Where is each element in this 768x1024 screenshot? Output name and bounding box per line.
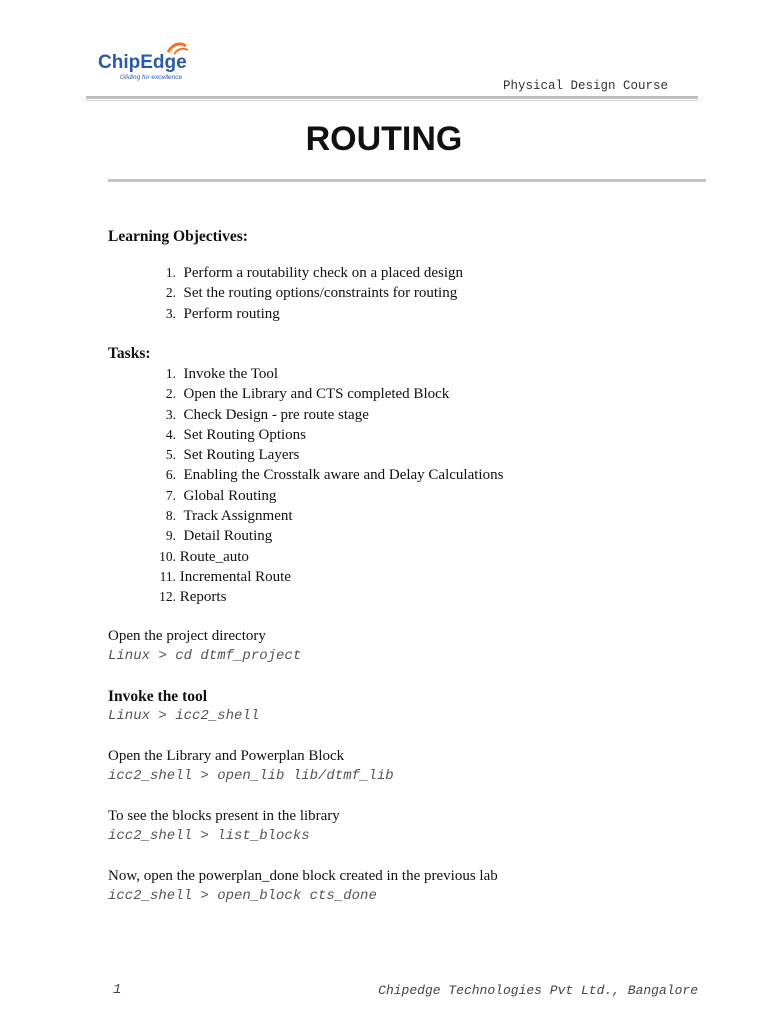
item-number: 9. bbox=[165, 528, 176, 544]
list-item bbox=[144, 445, 503, 465]
page-number: 1 bbox=[113, 982, 122, 998]
chipedge-logo-graphic bbox=[96, 38, 216, 88]
objectives-heading: Learning Objectives: bbox=[108, 228, 248, 245]
item-number: 3. bbox=[165, 406, 176, 422]
item-text: Check Design - pre route stage bbox=[183, 406, 369, 423]
item-text: Perform routing bbox=[183, 305, 280, 322]
step-description: Open the Library and Powerplan Block bbox=[108, 748, 345, 764]
item-text: Open the Library and CTS completed Block bbox=[183, 386, 450, 403]
list-item bbox=[144, 486, 503, 506]
list-item bbox=[144, 283, 463, 303]
command-line: icc2_shell > open_lib lib/dtmf_lib bbox=[108, 768, 394, 784]
item-text: Invoke the Tool bbox=[183, 366, 278, 382]
item-text: Route_auto bbox=[179, 548, 249, 565]
item-number: 4. bbox=[165, 426, 176, 442]
logo-wordmark: ChipEdge bbox=[98, 52, 187, 73]
step-description: Now, open the powerplan_done block created in the previous lab bbox=[108, 868, 498, 884]
item-text: Incremental Route bbox=[179, 568, 291, 585]
item-number: 1. bbox=[165, 366, 176, 381]
command-line: icc2_shell > list_blocks bbox=[108, 828, 310, 844]
command-line: icc2_shell > open_block cts_done bbox=[108, 888, 377, 904]
item-number: 2. bbox=[165, 285, 176, 301]
step-description: Open the project directory bbox=[108, 628, 266, 644]
item-number: 7. bbox=[165, 487, 176, 503]
chipedge-logo bbox=[96, 38, 216, 88]
command-line: Linux > cd dtmf_project bbox=[108, 648, 302, 664]
title-divider bbox=[108, 179, 706, 182]
tasks-heading: Tasks: bbox=[108, 345, 151, 362]
item-number: 10. bbox=[159, 548, 176, 564]
list-item bbox=[144, 405, 503, 425]
list-item bbox=[144, 506, 503, 526]
step-description: Invoke the tool bbox=[108, 688, 208, 705]
logo-tagline: Gliding for excellence bbox=[120, 74, 183, 81]
list-item bbox=[144, 567, 503, 587]
header-divider bbox=[86, 96, 698, 99]
item-number: 2. bbox=[165, 386, 176, 402]
item-text: Set Routing Options bbox=[183, 426, 307, 443]
item-number: 8. bbox=[165, 508, 176, 524]
item-text: Perform a routability check on a placed design bbox=[183, 265, 463, 281]
item-number: 3. bbox=[165, 305, 176, 321]
list-item bbox=[144, 587, 503, 607]
item-number: 1. bbox=[165, 265, 176, 280]
list-item bbox=[144, 364, 503, 384]
list-item bbox=[144, 526, 503, 546]
item-number: 12. bbox=[159, 589, 176, 605]
list-item bbox=[144, 384, 503, 404]
item-text: Enabling the Crosstalk aware and Delay Calculations bbox=[183, 467, 504, 484]
list-item bbox=[144, 547, 503, 567]
item-number: 11. bbox=[159, 568, 176, 584]
item-text: Set Routing Layers bbox=[183, 447, 300, 464]
step-description: To see the blocks present in the library bbox=[108, 808, 340, 824]
item-number: 5. bbox=[165, 447, 176, 463]
item-text: Reports bbox=[179, 589, 227, 606]
list-item bbox=[144, 304, 463, 324]
item-text: Detail Routing bbox=[183, 528, 273, 545]
tasks-list bbox=[144, 364, 503, 608]
item-text: Set the routing options/constraints for routing bbox=[183, 285, 458, 302]
item-text: Track Assignment bbox=[183, 508, 293, 525]
course-name: Physical Design Course bbox=[502, 79, 668, 93]
page-title: ROUTING bbox=[305, 120, 463, 158]
item-number: 6. bbox=[165, 467, 176, 483]
list-item bbox=[144, 465, 503, 485]
footer-company: Chipedge Technologies Pvt Ltd., Bangalore bbox=[378, 983, 698, 998]
list-item bbox=[144, 425, 503, 445]
header-divider-thin bbox=[86, 100, 698, 101]
item-text: Global Routing bbox=[183, 487, 277, 504]
objectives-list bbox=[144, 263, 463, 324]
list-item bbox=[144, 263, 463, 283]
command-line: Linux > icc2_shell bbox=[108, 708, 260, 724]
